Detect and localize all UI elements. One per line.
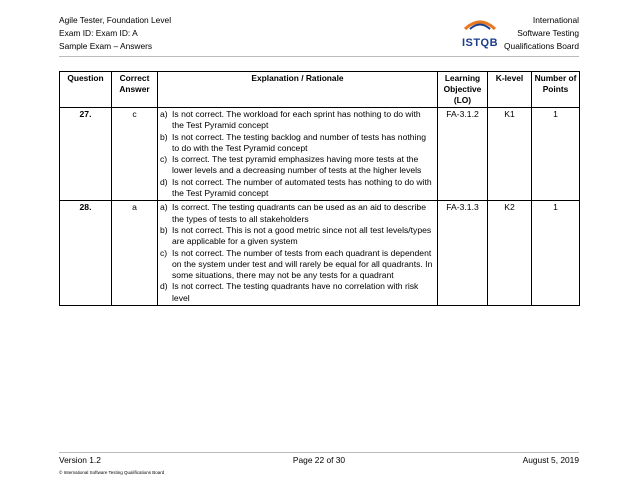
explanation-list (160, 202, 435, 304)
option-text: Is not correct. The testing quadrants have no correlation with risk level (172, 281, 419, 303)
option-letter: c) (160, 154, 168, 165)
question-number: 28. (60, 201, 112, 306)
header-right (504, 14, 579, 53)
header-exam-id: Exam ID: Exam ID: A (59, 28, 138, 38)
col-header-learning-objective: Learning Objective (LO) (438, 72, 488, 108)
explanation-item (160, 132, 435, 155)
k-level: K2 (488, 201, 532, 306)
learning-objective: FA-3.1.3 (438, 201, 488, 306)
correct-answer: c (112, 108, 158, 201)
option-text: Is not correct. This is not a good metric since not all test levels/types are applicable for a given system (172, 224, 432, 247)
header-org-line-2: Software Testing (517, 28, 579, 38)
option-text: Is correct. The test pyramid emphasizes having more tests at the lower levels and a decreasing number of tests at the higher levels (172, 154, 422, 176)
option-text: Is not correct. The testing backlog and number of tests has nothing to do with the Test Pyramid concept (172, 131, 426, 153)
footer-divider (59, 452, 579, 453)
option-letter: a) (160, 109, 168, 119)
learning-objective: FA-3.1.2 (438, 108, 488, 201)
explanation-item (160, 202, 435, 225)
col-header-points: Number of Points (532, 72, 580, 108)
points: 1 (532, 108, 580, 201)
col-header-explanation: Explanation / Rationale (158, 72, 438, 108)
explanation-cell (158, 108, 438, 201)
col-header-k-level: K-level (488, 72, 532, 108)
footer-version: Version 1.2 (59, 455, 101, 465)
table-row (60, 108, 580, 201)
logo-wordmark: ISTQB (461, 37, 499, 49)
header-left (59, 14, 171, 53)
explanation-item (160, 281, 435, 304)
header-org-line-1: International (532, 15, 579, 25)
explanation-item (160, 248, 435, 282)
header-org-line-3: Qualifications Board (504, 41, 579, 51)
footer-date: August 5, 2019 (522, 455, 579, 465)
explanation-item (160, 225, 435, 248)
explanation-item (160, 177, 435, 200)
explanation-cell (158, 201, 438, 306)
istqb-logo (449, 13, 511, 49)
answers-table (59, 71, 580, 306)
header-doc-type: Sample Exam – Answers (59, 41, 153, 51)
col-header-correct-answer: Correct Answer (112, 72, 158, 108)
footer-copyright: © International Software Testing Qualifications Board (59, 470, 165, 475)
table-header-row (60, 72, 580, 108)
explanation-list (160, 109, 435, 199)
option-letter: d) (160, 176, 168, 187)
explanation-item (160, 154, 435, 177)
footer-page-number: Page 22 of 30 (292, 455, 346, 465)
k-level: K1 (488, 108, 532, 201)
table-row (60, 201, 580, 306)
option-text: Is correct. The testing quadrants can be used as an aid to describe the types of tests to all stakeholders (172, 202, 426, 224)
header-exam-title: Agile Tester, Foundation Level (59, 15, 172, 25)
option-text: Is not correct. The number of automated tests has nothing to do with the Test Pyramid concept (172, 176, 432, 199)
option-text: Is not correct. The workload for each sprint has nothing to do with the Test Pyramid concept (172, 109, 421, 131)
option-letter: c) (160, 247, 168, 258)
question-number: 27. (60, 108, 112, 201)
option-letter: a) (160, 202, 168, 213)
correct-answer: a (112, 201, 158, 306)
option-letter: d) (160, 281, 168, 292)
option-letter: b) (160, 224, 168, 235)
option-letter: b) (160, 131, 168, 142)
option-text: Is not correct. The number of tests from each quadrant is dependent on the system under test and will rarely be equal for all quadrants. In some situations, there may not be any tests for a quadrant (172, 247, 433, 281)
points: 1 (532, 201, 580, 306)
col-header-question: Question (60, 72, 112, 108)
header-divider (59, 56, 579, 57)
explanation-item (160, 109, 435, 132)
